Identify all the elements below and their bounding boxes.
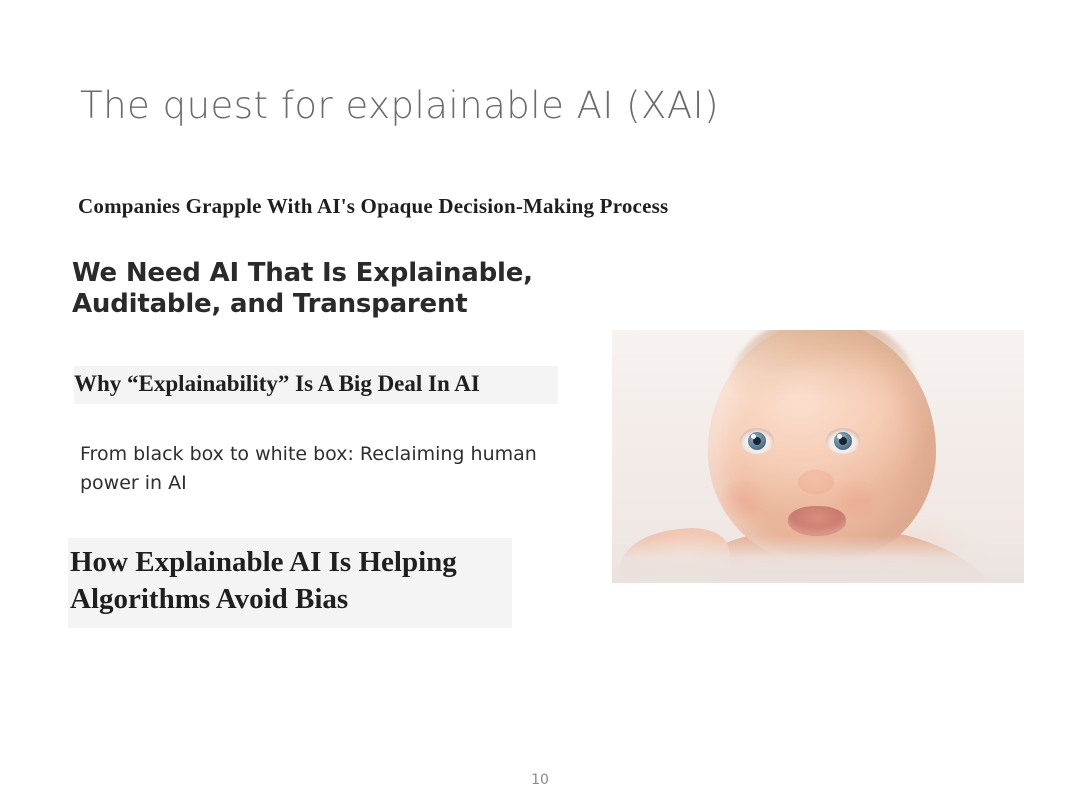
baby-eye-left	[740, 428, 774, 454]
baby-eye-glint-right	[837, 434, 842, 439]
headline-5: How Explainable AI Is Helping Algorithms Avoid Bias	[68, 538, 512, 628]
baby-photo	[612, 330, 1024, 583]
headline-3	[74, 366, 558, 404]
headline-2: We Need AI That Is Explainable, Auditable, and Transparent	[72, 258, 533, 320]
baby-hair	[730, 330, 916, 402]
baby-nose	[798, 470, 834, 494]
baby-eye-glint-left	[751, 434, 756, 439]
baby-photo-scene	[612, 330, 1024, 583]
baby-cheek-left	[716, 480, 770, 520]
headline-3-text: Why “Explainability” Is A Big Deal In AI	[74, 371, 480, 396]
headline-4: From black box to white box: Reclaiming human power in AI	[80, 443, 537, 494]
baby-blanket	[612, 536, 1024, 583]
page-number: 10	[531, 772, 549, 788]
baby-mouth	[788, 506, 846, 536]
headline-1: Companies Grapple With AI's Opaque Decision-Making Process	[78, 194, 669, 218]
baby-eye-right	[826, 428, 860, 454]
page-title: The quest for explainable AI (XAI)	[80, 84, 720, 127]
